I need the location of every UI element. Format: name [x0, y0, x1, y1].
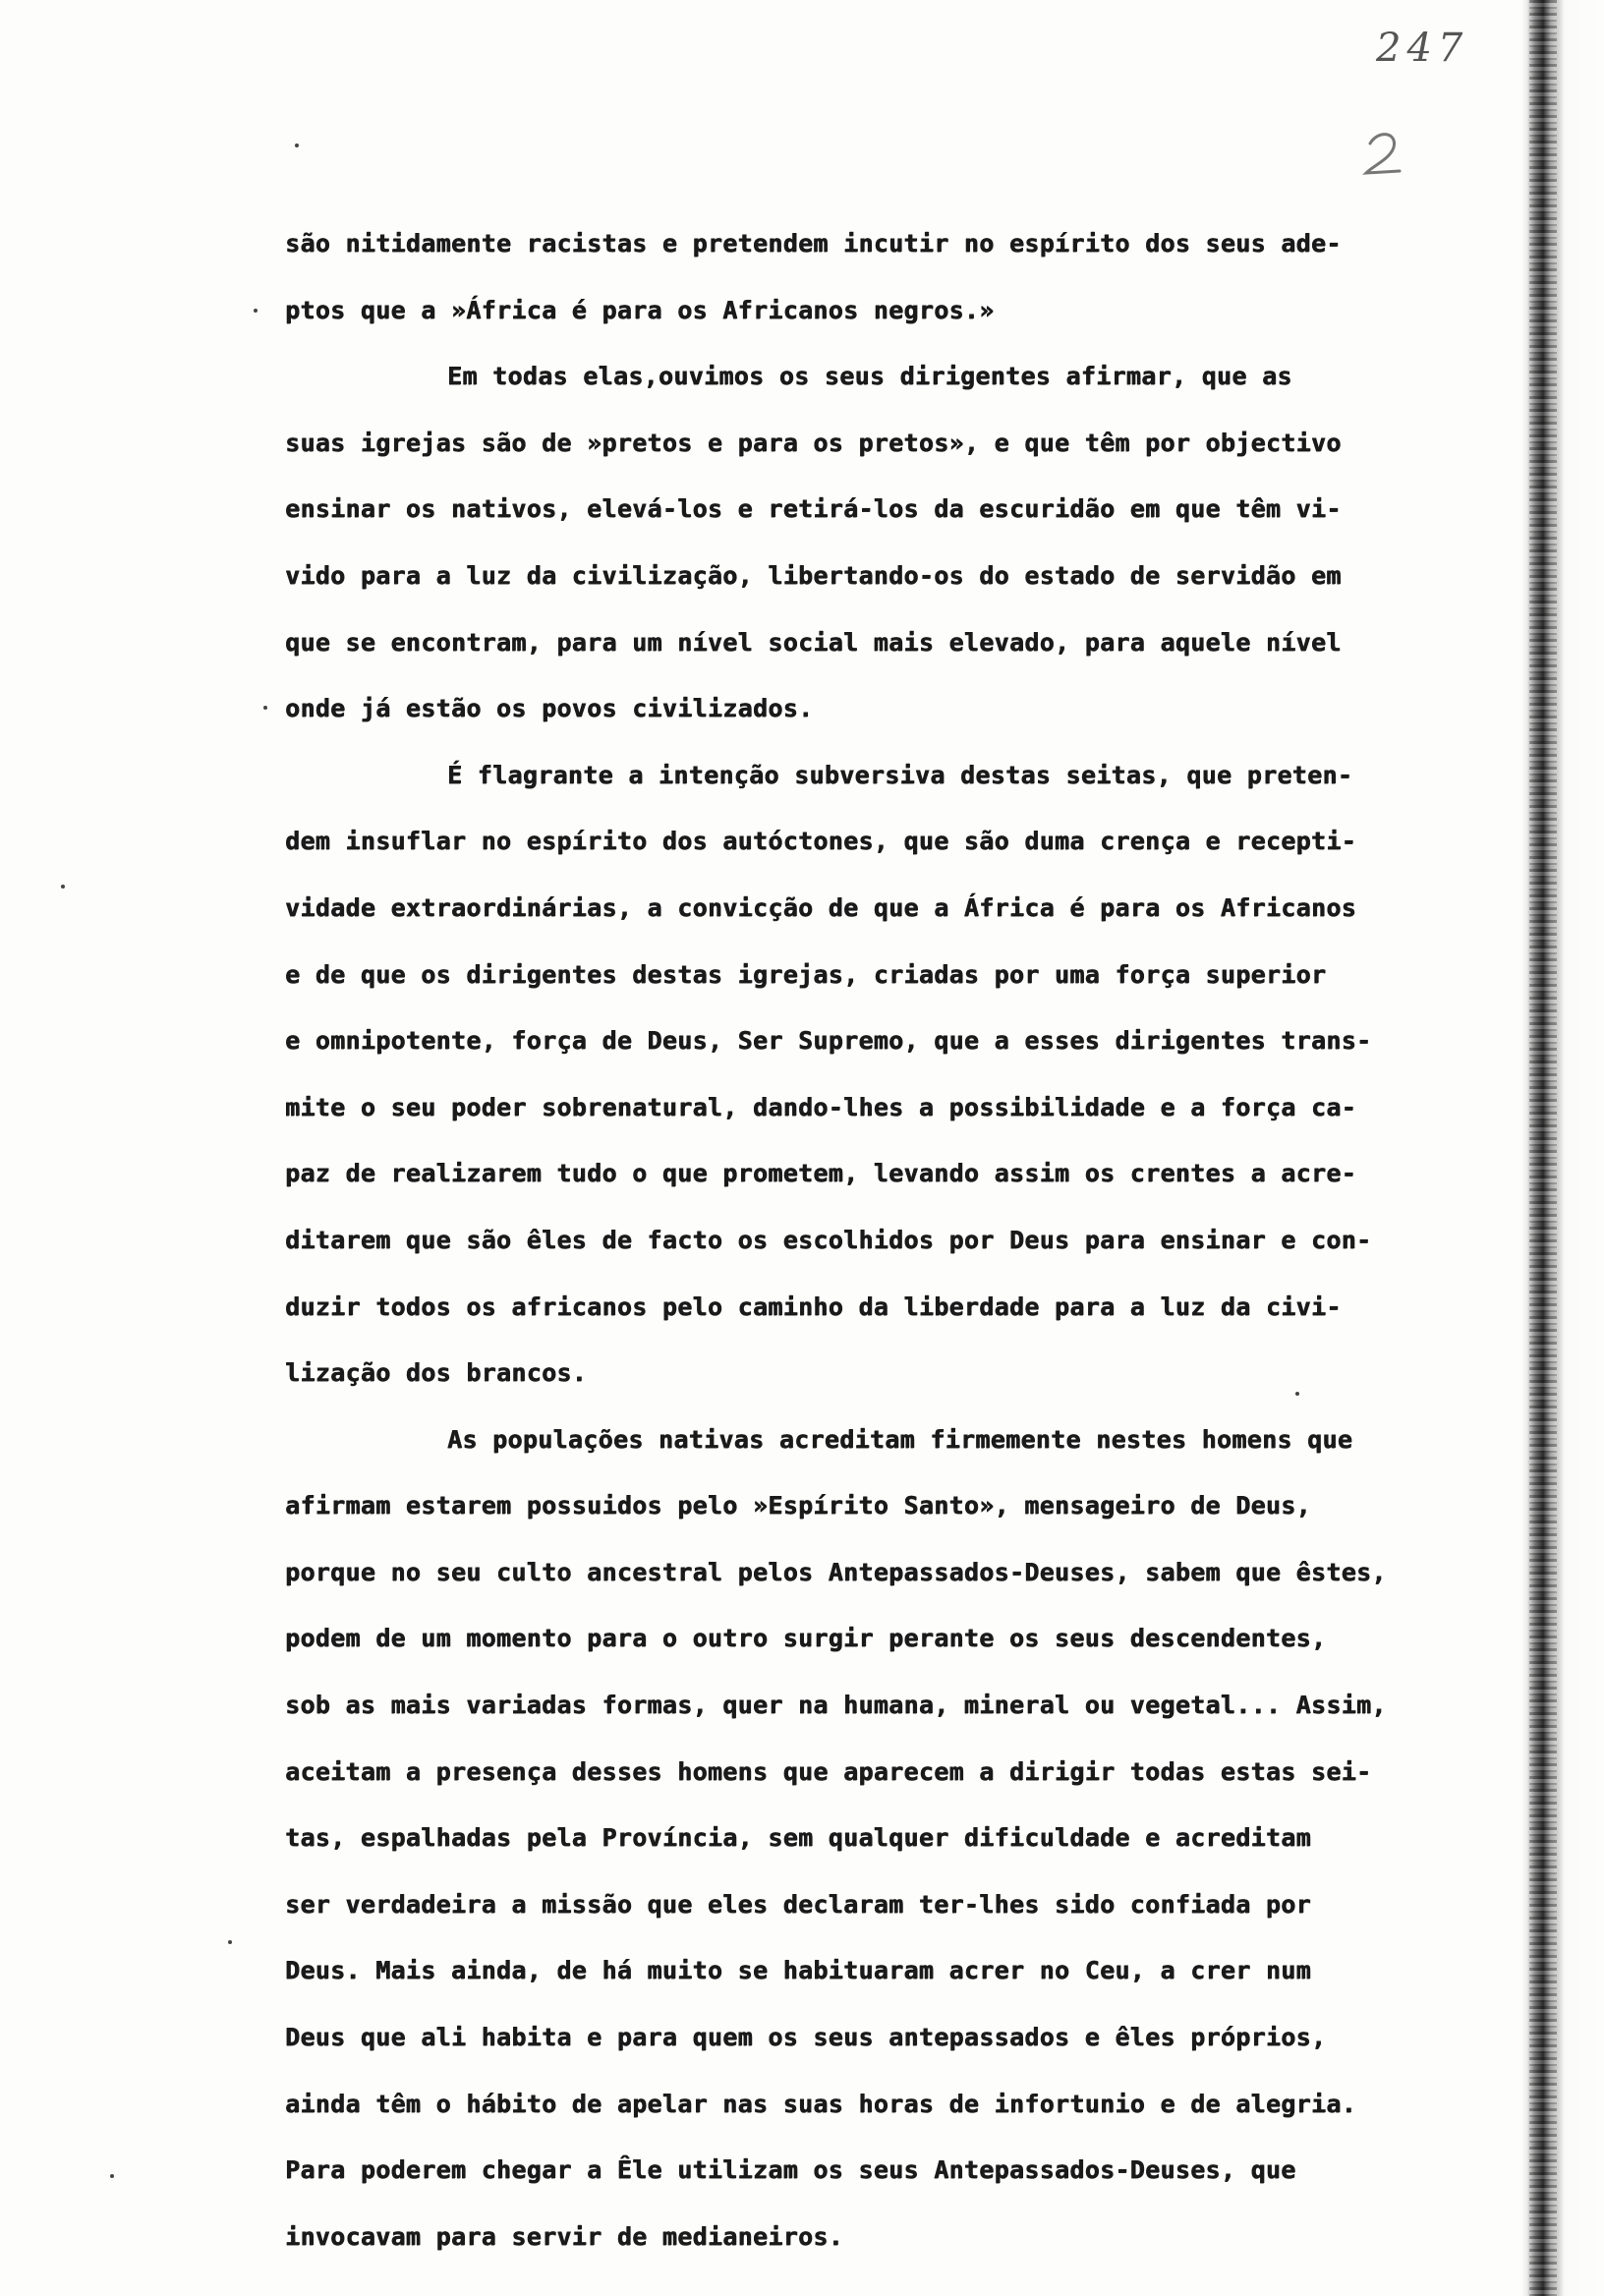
- text-line: tas, espalhadas pela Província, sem qualquer dificuldade e acreditam: [285, 1823, 1311, 1853]
- paragraph-2: [285, 343, 1464, 742]
- text-line: são nitidamente racistas e pretendem incutir no espírito dos seus ade-: [285, 229, 1342, 258]
- text-line: ainda têm o hábito de apelar nas suas horas de infortunio e de alegria.: [285, 2089, 1356, 2118]
- scan-speck: [110, 2174, 114, 2178]
- scan-speck: [61, 885, 65, 889]
- text-line: invocavam para servir de medianeiros.: [285, 2221, 843, 2251]
- handwritten-mark-icon: [1348, 118, 1417, 187]
- text-line: sob as mais variadas formas, quer na humana, mineral ou vegetal... Assim,: [285, 1691, 1387, 1720]
- text-line: Em todas elas,ouvimos os seus dirigentes afirmar, que as: [447, 362, 1292, 391]
- text-line: É flagrante a intenção subversiva destas seitas, que preten-: [447, 760, 1353, 789]
- scan-speck: [1295, 1392, 1299, 1396]
- page-number: 247: [1376, 26, 1469, 71]
- paragraph-1: [285, 210, 1464, 343]
- text-line: afirmam estarem possuidos pelo »Espírito Santo», mensageiro de Deus,: [285, 1491, 1311, 1521]
- text-line: porque no seu culto ancestral pelos Antepassados-Deuses, sabem que êstes,: [285, 1557, 1387, 1586]
- text-line: e omnipotente, força de Deus, Ser Supremo, que a esses dirigentes trans-: [285, 1026, 1372, 1056]
- text-line: Para poderem chegar a Êle utilizam os seus Antepassados-Deuses, que: [285, 2155, 1296, 2185]
- text-line: vido para a luz da civilização, libertando-os do estado de servidão em: [285, 560, 1342, 590]
- text-line: Deus. Mais ainda, de há muito se habituaram acrer no Ceu, a crer num: [285, 1956, 1311, 1985]
- scan-speck: [228, 1940, 232, 1944]
- text-line: mite o seu poder sobrenatural, dando-lhes a possibilidade e a força ca-: [285, 1092, 1356, 1121]
- text-line: que se encontram, para um nível social mais elevado, para aquele nível: [285, 627, 1342, 657]
- scan-speck: [254, 309, 258, 313]
- text-line: ser verdadeira a missão que eles declaram ter-lhes sido confiada por: [285, 1889, 1311, 1919]
- text-line: ditarem que são êles de facto os escolhidos por Deus para ensinar e con-: [285, 1225, 1372, 1254]
- paragraph-4: [285, 1406, 1464, 2270]
- scan-speck: [263, 706, 267, 710]
- text-line: Deus que ali habita e para quem os seus antepassados e êles próprios,: [285, 2023, 1327, 2052]
- text-line: As populações nativas acreditam firmemente nestes homens que: [447, 1424, 1353, 1454]
- text-line: vidade extraordinárias, a convicção de que a África é para os Africanos: [285, 892, 1356, 922]
- paragraph-3: [285, 742, 1464, 1406]
- text-line: podem de um momento para o outro surgir perante os seus descendentes,: [285, 1624, 1327, 1653]
- text-line: onde já estão os povos civilizados.: [285, 694, 814, 723]
- scan-speck: [295, 144, 299, 147]
- text-line: suas igrejas são de »pretos e para os pretos», e que têm por objectivo: [285, 428, 1342, 457]
- scan-binding-noise: [1529, 0, 1557, 2296]
- text-line: lização dos brancos.: [285, 1358, 588, 1388]
- text-line: paz de realizarem tudo o que prometem, levando assim os crentes a acre-: [285, 1159, 1356, 1188]
- text-line: aceitam a presença desses homens que aparecem a dirigir todas estas sei-: [285, 1756, 1372, 1786]
- text-line: dem insuflar no espírito dos autóctones, que são duma crença e recepti-: [285, 827, 1356, 856]
- text-line: ensinar os nativos, elevá-los e retirá-los da escuridão em que têm vi-: [285, 494, 1342, 524]
- text-line: duzir todos os africanos pelo caminho da liberdade para a luz da civi-: [285, 1292, 1342, 1321]
- body-text: [285, 210, 1464, 2269]
- text-line: e de que os dirigentes destas igrejas, criadas por uma força superior: [285, 959, 1327, 989]
- text-line: ptos que a »África é para os Africanos negros.»: [285, 295, 995, 324]
